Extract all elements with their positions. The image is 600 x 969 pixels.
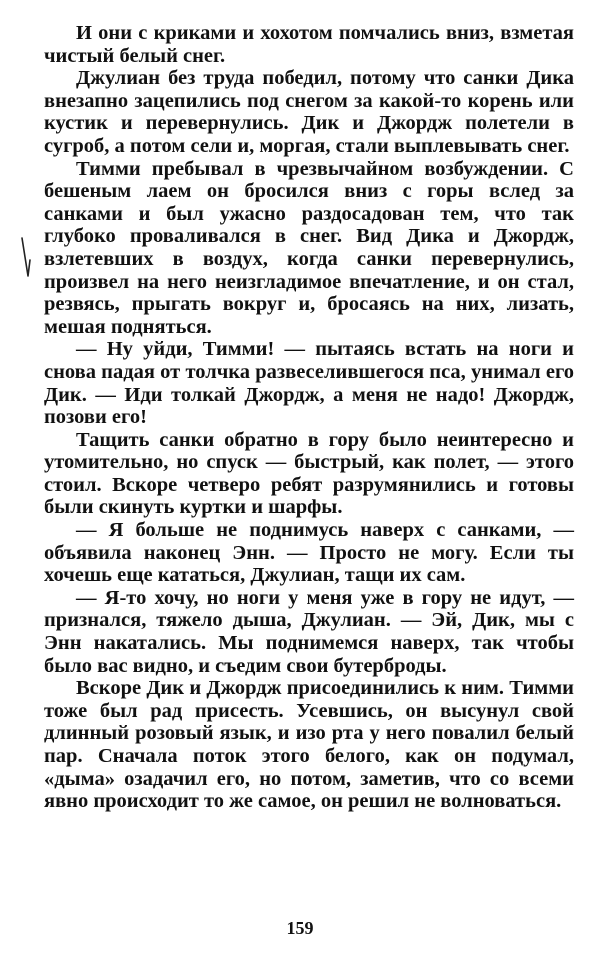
- page-number: 159: [286, 918, 314, 938]
- paragraph-3: Тимми пребывал в чрезвычайном возбуждении. С бешеным лаем он бросился вниз с горы вслед за санками и был ужасно раздосадован тем, что так глубоко проваливался в снег. Вид Дика и Джордж, взлетевших в воздух, когда санки перевернулись, произвел на него неизгладимое впечатление, и он стал, резвясь, прыгать вокруг и, бросаясь на них, лизать, мешая подняться.: [44, 157, 574, 338]
- paragraph-6: — Я больше не поднимусь наверх с санками, — объявила наконец Энн. — Просто не могу. Если ты хочешь еще кататься, Джулиан, тащи их сам.: [44, 519, 574, 587]
- paragraph-5: Тащить санки обратно в гору было неинтересно и утомительно, но спуск — быстрый, как полет, — этого стоил. Вскоре четверо ребят разрумянились и готовы были скинуть куртки и шарфы.: [44, 428, 574, 519]
- margin-check-mark: [20, 236, 46, 280]
- paragraph-8: Вскоре Дик и Джордж присоединились к ним. Тимми тоже был рад присесть. Усевшись, он высунул свой длинный розовый язык, и изо рта у него повалил белый пар. Сначала поток этого белого, как он подумал, «дыма» озадачил его, но потом, заметив, что со всеми явно происходит то же самое, он решил не волноваться.: [44, 677, 574, 813]
- paragraph-2: Джулиан без труда победил, потому что санки Дика внезапно зацепились под снегом за какой-то корень или кустик и перевернулись. Дик и Джордж полетели в сугроб, а потом сели и, моргая, стали выплевывать снег.: [44, 67, 574, 157]
- paragraph-1: И они с криками и хохотом помчались вниз, взметая чистый белый снег.: [44, 22, 574, 67]
- paragraph-7: — Я-то хочу, но ноги у меня уже в гору не идут, — признался, тяжело дыша, Джулиан. — Эй, Дик, мы с Энн накатались. Мы поднимемся наверх, так чтобы было вас видно, и съедим свои бутерброды.: [44, 586, 574, 677]
- book-page-text: [44, 22, 574, 813]
- paragraph-4: — Ну уйди, Тимми! — пытаясь встать на ноги и снова падая от толчка развеселившегося пса, унимал его Дик. — Иди толкай Джордж, а меня не надо! Джордж, позови его!: [44, 338, 574, 429]
